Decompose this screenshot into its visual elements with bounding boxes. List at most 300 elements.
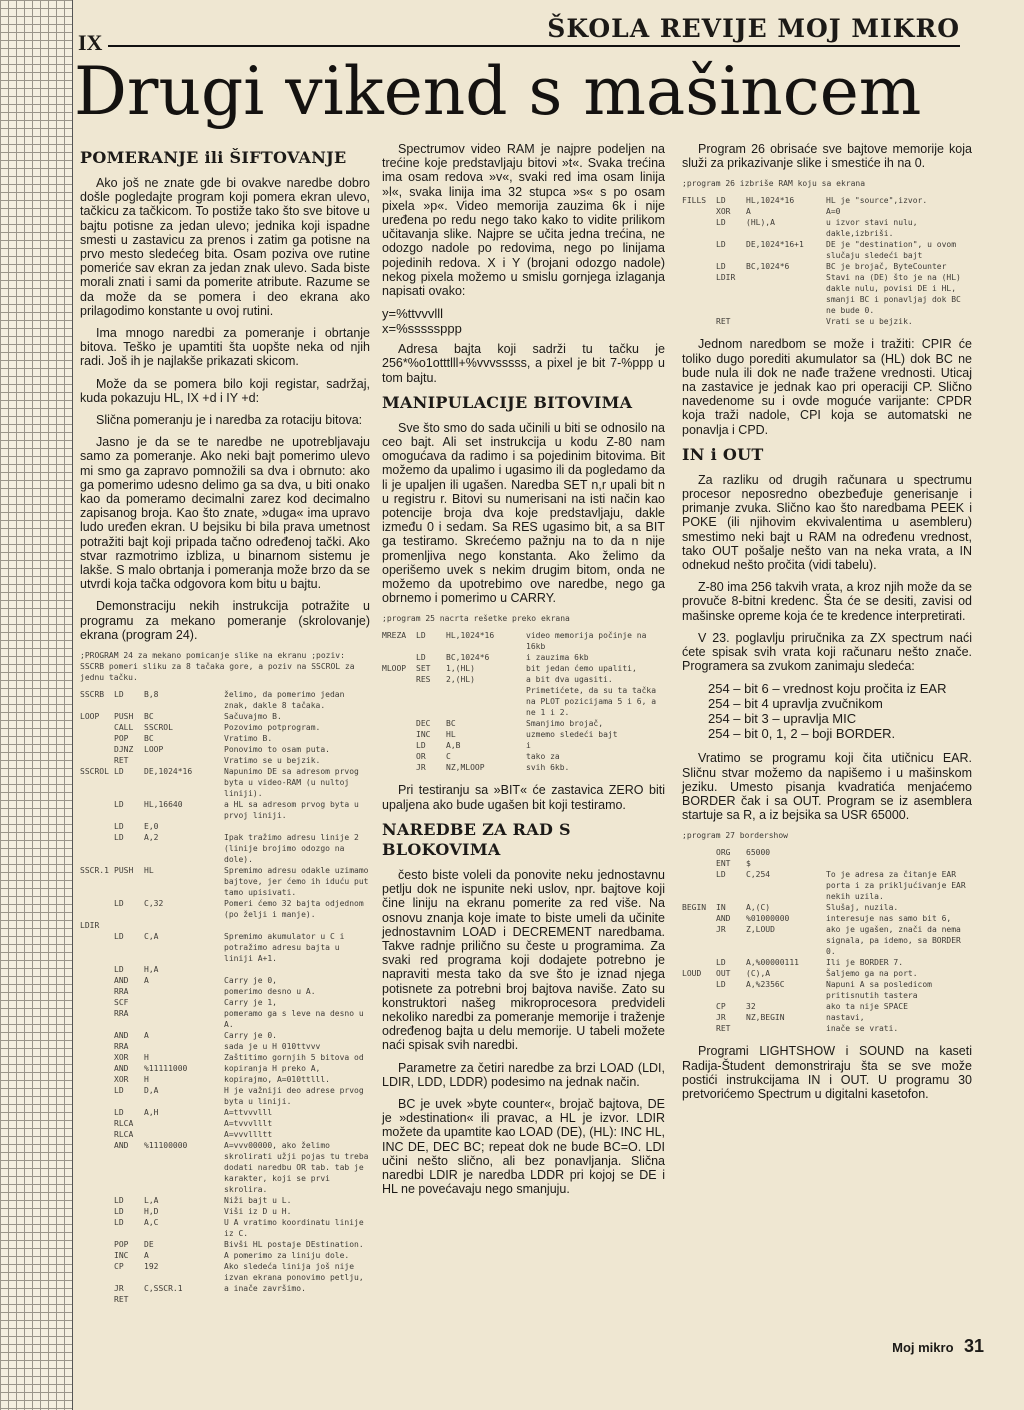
listing-opcode: LD [114, 1108, 124, 1118]
program-26-listing [682, 178, 972, 327]
listing-comment: bit jedan ćemo upaliti, [526, 664, 637, 674]
listing-row [80, 821, 370, 832]
listing-row [382, 740, 665, 751]
section-heading-manipulacije: MANIPULACIJE BITOVIMA [382, 392, 633, 412]
listing-opcode: LD [114, 1196, 124, 1206]
listing-label [682, 957, 716, 968]
listing-label [80, 1008, 114, 1030]
listing-label [80, 964, 114, 975]
article-headline: Drugi vikend s mašincem [74, 53, 922, 130]
listing-operand [144, 1129, 224, 1140]
listing-operand: A,2 [144, 833, 159, 843]
listing-opcode: LD [716, 262, 726, 272]
listing-opcode: RET [114, 1295, 129, 1305]
listing-label [80, 898, 114, 920]
listing-label [682, 1001, 716, 1012]
listing-row [80, 931, 370, 964]
listing-row [682, 902, 972, 913]
listing-label [682, 206, 716, 217]
listing-opcode: CP [716, 1002, 726, 1012]
listing-row [80, 1217, 370, 1239]
listing-comment: Šaljemo ga na port. [826, 969, 918, 979]
listing-comment: a bit dva ugasiti. Primetićete, da su ta tačka na PLOT pozicijama 5 i 6, a ne 1 i 2. [526, 675, 657, 718]
listing-opcode: LD [114, 965, 124, 975]
listing-opcode: AND [114, 1064, 129, 1074]
listing-label [80, 722, 114, 733]
listing-operand: 2,(HL) [446, 675, 475, 685]
listing-row [80, 1041, 370, 1052]
listing-comment: nastavi, [826, 1013, 865, 1023]
listing-operand: 32 [746, 1002, 756, 1012]
listing-operand: C,32 [144, 899, 164, 909]
listing-row [682, 316, 972, 327]
listing-opcode: JR [416, 763, 426, 773]
listing-label [682, 261, 716, 272]
listing-row [80, 1129, 370, 1140]
listing-row [382, 663, 665, 674]
section-heading-blokovi: NAREDBE ZA RAD S BLOKOVIMA [382, 819, 571, 859]
listing-row [80, 689, 370, 711]
listing-opcode: SET [416, 664, 431, 674]
listing-opcode: RET [716, 317, 731, 327]
listing-opcode: LD [114, 899, 124, 909]
header-rule [108, 45, 960, 47]
listing-comment [826, 847, 972, 858]
listing-opcode: JR [716, 925, 726, 935]
paragraph: Vratimo se programu koji čita utičnicu EAR. Sličnu stvar možemo da napišemo i u mašinskom jeziku. Umesto pisanja kvadratića menjaćemo BORDER čak i sa OUT. Program se iz asemblera startuje sa R, a iz bejsika sa USR 65000. [682, 751, 972, 823]
listing-operand: A,(C) [746, 903, 771, 913]
listing-operand: 65000 [746, 848, 771, 858]
listing-operand [144, 1041, 224, 1052]
listing-opcode: LD [716, 240, 726, 250]
listing-label [80, 1085, 114, 1107]
listing-opcode: AND [716, 914, 731, 924]
listing-operand: A [144, 976, 149, 986]
listing-opcode: LD [114, 1086, 124, 1096]
listing-label: SSCROL [80, 767, 109, 777]
paragraph: Z-80 ima 256 takvih vrata, a kroz njih može da se provuče 8-bitni kredenc. Šta će se desiti, zavisi od mašinske opreme koja će te kredence interpretirati. [682, 580, 972, 623]
listing-row [80, 1063, 370, 1074]
col3-after-ports [682, 751, 972, 822]
listing-operand: HL,1024*16 [446, 631, 495, 641]
listing-comment: Pozovimo potprogram. [224, 723, 321, 733]
listing-label [382, 729, 416, 740]
col2-intro [382, 142, 665, 298]
column-1 [80, 142, 370, 1315]
listing-opcode: RRA [114, 1042, 129, 1052]
listing-opcode: LD [716, 196, 726, 206]
listing-label: MREZA [382, 631, 407, 641]
listing-row [682, 195, 972, 206]
listing-row [80, 1261, 370, 1283]
listing-operand: C,SSCR.1 [144, 1284, 183, 1294]
listing-comment: ako je ugašen, znači da nema signala, pa idemo, sa BORDER 0. [826, 925, 961, 957]
formula-block [382, 306, 665, 336]
listing-operand: H,A [144, 965, 159, 975]
listing-operand: A,H [144, 1108, 159, 1118]
listing-comment: Bivši HL postaje DEstination. [224, 1240, 364, 1250]
listing-comment: Stavi na (DE) što je na (HL) dakle nulu, povisi DE i HL, smanji BC i ponavljaj dok BC ne bude 0. [826, 273, 961, 316]
listing-label [382, 762, 416, 773]
listing-comment: Ako sledeća linija još nije izvan ekrana ponovimo petlju, [224, 1262, 364, 1283]
listing-label [382, 718, 416, 729]
listing-row [80, 799, 370, 821]
listing-row [382, 729, 665, 740]
listing-row [80, 1239, 370, 1250]
listing-opcode: LD [416, 653, 426, 663]
listing-opcode: POP [114, 1240, 129, 1250]
listing-row [80, 975, 370, 986]
listing-row [682, 217, 972, 239]
listing-label [80, 1030, 114, 1041]
listing-operand: (C),A [746, 969, 771, 979]
listing-title: ;program 27 bordershow [682, 831, 788, 841]
listing-comment: A=0 [826, 207, 841, 217]
listing-opcode: ENT [716, 859, 731, 869]
listing-label [80, 1140, 114, 1195]
listing-row [80, 1140, 370, 1195]
listing-opcode: CP [114, 1262, 124, 1272]
listing-opcode: LD [114, 767, 124, 777]
listing-label [80, 799, 114, 821]
listing-row [80, 1008, 370, 1030]
column-3 [682, 142, 972, 1109]
listing-operand: BC [144, 712, 154, 722]
listing-comment: Carry je 1, [224, 998, 277, 1008]
listing-operand: A,%00000111 [746, 958, 799, 968]
listing-label [80, 1217, 114, 1239]
listing-opcode: PUSH [114, 712, 134, 722]
listing-comment: A pomerimo za liniju dole. [224, 1251, 350, 1261]
listing-opcode: LD [114, 1207, 124, 1217]
paragraph: Jasno je da se te naredbe ne upotrebljavaju samo za pomeranje. Ako neki bajt pomerimo ulevo mi smo ga zapravo pomnožili sa dva i obrnuto: ako ga pomerimo udesno delimo ga sa dva, u biti onako kao da pomeramo decimalni zarez kod decimalno zapisanog broja. Kao što znate, »duga« ima upravo ludo uređen ekran. U bejsiku bi bila prava umetnost potražiti bajt koji pripada tačno određenoj tački. Ako stvar razmotrimo izbliza, u binarnom sistemu je lakše. S malo obrtanja i pomeranja može brzo da se utvrdi koja tačka odgovora kom bitu u bajtu. [80, 435, 370, 592]
listing-operand: A [746, 207, 751, 217]
listing-operand: HL [446, 730, 456, 740]
listing-opcode: POP [114, 734, 129, 744]
listing-comment: Spremimo adresu odakle uzimamo bajtove, jer ćemo ih iduću put tamo upisivati. [224, 866, 369, 898]
listing-label [80, 1283, 114, 1294]
listing-row [80, 1107, 370, 1118]
listing-comment: Napuni A sa posledicom pritisnutih tastera [826, 980, 932, 1001]
listing-label [80, 986, 114, 997]
listing-row [382, 718, 665, 729]
listing-operand: L,A [144, 1196, 159, 1206]
listing-label: FILLS [682, 196, 707, 206]
col2-bits-text [382, 421, 665, 606]
listing-label [80, 1074, 114, 1085]
listing-operand [144, 1294, 224, 1305]
listing-row [682, 1001, 972, 1012]
col3-intro [682, 142, 972, 170]
magazine-name: Moj mikro [892, 1340, 954, 1355]
listing-label [682, 272, 716, 316]
listing-opcode: PUSH [114, 866, 134, 876]
paragraph: Parametre za četiri naredbe za brzi LOAD (LDI, LDIR, LDD, LDDR) podesimo na jednak način. [382, 1060, 665, 1089]
listing-label [80, 1206, 114, 1217]
listing-opcode: LD [114, 932, 124, 942]
paragraph: Ako još ne znate gde bi ovakve naredbe dobro došle pogledajte program koji pomera ekran ulevo, tačkicu za tačkicom. To postiže tako što sve bitove u bajtu potisne za jedan ulevo; jednika koji ispadne smesti u zastavicu za prenos i zatim ga potisne na prvo mesto sledećeg bita. Osam poziva ove rutine pomeriće sav ekran za jedan znak ulevo. Sada biste morali znati i sami da pomerite atribute. Razume se da može da se pomera i deo ekrana ako prilagodimo konstante u ovoj rutini. [80, 176, 370, 318]
program-27-listing [682, 830, 972, 1034]
listing-opcode: LDIR [716, 273, 736, 283]
listing-opcode: LD [716, 980, 726, 990]
listing-title: ;PROGRAM 24 za mekano pomicanje slike na ekranu ;poziv: SSCRB pomeri sliku za 8 tačaka gore, a poziv na SSCROL za jednu tačku. [80, 651, 355, 683]
listing-row [682, 206, 972, 217]
listing-comment: Slušaj, nuzila. [826, 903, 899, 913]
listing-row [80, 964, 370, 975]
listing-label [80, 1239, 114, 1250]
listing-comment: u izvor stavi nulu, dakle,izbriši. [826, 218, 918, 239]
listing-operand [746, 316, 826, 327]
listing-opcode: LD [416, 631, 426, 641]
paragraph: BC je uvek »byte counter«, brojač bajtova, DE je »destination« ili pravac, a HL je izvor. LDIR možete da upamtite kao LOAD (DE), (HL): INC HL, INC DE, DEC BC; repeat dok ne bude BC=O. LDI učini nešto slično, ali bez ponavljanja. Slična naredbi LDIR je naredba LDDR pri kojoj se DE i HL ne povećavaju nego smanjuju. [382, 1096, 665, 1197]
listing-opcode: LD [114, 800, 124, 810]
listing-opcode: OR [416, 752, 426, 762]
listing-comment: kopiranja H preko A, [224, 1064, 321, 1074]
listing-row [382, 652, 665, 663]
listing-operand [144, 1118, 224, 1129]
listing-label [80, 1063, 114, 1074]
listing-operand: H [144, 1053, 149, 1063]
listing-row [80, 1118, 370, 1129]
listing-opcode: JR [114, 1284, 124, 1294]
col3-inout-text [682, 473, 972, 674]
listing-row [382, 751, 665, 762]
section-heading-in-out: IN i OUT [682, 444, 764, 464]
listing-row [382, 762, 665, 773]
port-list [708, 681, 972, 741]
listing-comment: Spremimo akumulator u C i potražimo adresu bajta u liniji A+1. [224, 932, 345, 964]
listing-label: LOUD [682, 969, 702, 979]
listing-comment: HL je "source",izvor. [826, 196, 928, 206]
listing-row [382, 630, 665, 652]
port-item: 254 – bit 3 – upravlja MIC [708, 711, 857, 727]
listing-opcode: CALL [114, 723, 134, 733]
listing-comment: A=vvvllltt [224, 1130, 273, 1140]
listing-operand: DE,1024*16+1 [746, 240, 804, 250]
listing-row [80, 898, 370, 920]
listing-label [382, 674, 416, 718]
listing-label [80, 1107, 114, 1118]
listing-opcode: XOR [114, 1075, 129, 1085]
listing-operand: H [144, 1075, 149, 1085]
listing-opcode: LD [114, 833, 124, 843]
listing-comment [224, 964, 370, 975]
listing-operand [144, 986, 224, 997]
listing-operand: BC,1024*6 [746, 262, 790, 272]
listing-operand: A,B [446, 741, 461, 751]
listing-opcode: AND [114, 976, 129, 986]
paragraph: Demonstraciju nekih instrukcija potražite u programu za mekano pomeranje (skrolovanje) ekrana (program 24). [80, 599, 370, 642]
listing-opcode: LD [716, 870, 726, 880]
listing-operand: A [144, 1251, 149, 1261]
listing-comment: uzmemo sledeći bajt [526, 730, 618, 740]
listing-operand [746, 272, 826, 316]
program-24-listing [80, 650, 370, 1305]
listing-row [80, 766, 370, 799]
listing-opcode [114, 920, 144, 931]
listing-comment: To je adresa za čitanje EAR porta i za prikljućivanje EAR nekih uzila. [826, 870, 966, 902]
listing-comment: Vrati se u bejzik. [826, 317, 913, 327]
listing-row [682, 239, 972, 261]
listing-opcode: RRA [114, 987, 129, 997]
listing-operand: H,D [144, 1207, 159, 1217]
listing-comment: Vratimo B. [224, 734, 273, 744]
listing-label: LOOP [80, 712, 100, 722]
column-2 [382, 142, 665, 1204]
paragraph: Slična pomeranju je i naredba za rotaciju bitova: [96, 413, 363, 428]
listing-comment: interesuje nas samo bit 6, [826, 914, 952, 924]
series-title: ŠKOLA REVIJE MOJ MIKRO [541, 14, 960, 43]
listing-opcode: XOR [716, 207, 731, 217]
listing-operand: E,0 [144, 822, 159, 832]
listing-opcode: RES [416, 675, 431, 685]
listing-opcode: LD [114, 690, 124, 700]
listing-label [682, 979, 716, 1001]
listing-comment: pomeramo ga s leve na desno u A. [224, 1009, 364, 1030]
listing-operand: D,A [144, 1086, 159, 1096]
listing-row [80, 733, 370, 744]
listing-opcode: RRA [114, 1009, 129, 1019]
listing-row [80, 1030, 370, 1041]
listing-label [682, 847, 716, 858]
listing-row [682, 979, 972, 1001]
col3-cpir-text [682, 337, 972, 436]
listing-comment: Carry je 0. [224, 1031, 277, 1041]
listing-opcode: JR [716, 1013, 726, 1023]
listing-row [682, 1012, 972, 1023]
listing-label [80, 931, 114, 964]
listing-operand: $ [746, 859, 751, 869]
listing-comment: Ponovimo to osam puta. [224, 745, 330, 755]
listing-comment: video memorija počinje na 16kb [526, 631, 647, 652]
listing-row [80, 1074, 370, 1085]
listing-comment: želimo, da pomerimo jedan znak, dakle 8 tačaka. [224, 690, 345, 711]
listing-opcode: AND [114, 1141, 129, 1151]
program-25-listing [382, 613, 665, 773]
listing-comment: pomerimo desno u A. [224, 987, 316, 997]
listing-operand: DE,1024*16 [144, 767, 193, 777]
listing-opcode: INC [416, 730, 431, 740]
listing-row [382, 674, 665, 718]
listing-operand [746, 1023, 826, 1034]
listing-operand: B,8 [144, 690, 159, 700]
listing-opcode: OUT [716, 969, 731, 979]
listing-comment [224, 1294, 370, 1305]
listing-row [682, 1023, 972, 1034]
listing-title: ;program 25 nacrta rešetke preko ekrana [382, 614, 570, 624]
listing-comment: Ili je BORDER 7. [826, 958, 904, 968]
paragraph: Može da se pomera bilo koji registar, sadržaj, kuda pokazuju HL, IX +d i IY +d: [80, 376, 370, 405]
listing-opcode: IN [716, 903, 726, 913]
listing-operand: 192 [144, 1262, 159, 1272]
listing-row [80, 1206, 370, 1217]
listing-label [80, 832, 114, 865]
listing-row [682, 913, 972, 924]
listing-row [80, 755, 370, 766]
listing-label [682, 924, 716, 957]
listing-row [80, 1052, 370, 1063]
listing-opcode: RLCA [114, 1119, 134, 1129]
listing-operand: 1,(HL) [446, 664, 475, 674]
listing-operand: %01000000 [746, 914, 790, 924]
listing-opcode: XOR [114, 1053, 129, 1063]
listing-label: MLOOP [382, 664, 407, 674]
listing-comment: tako za [526, 752, 560, 762]
listing-operand: Z,LOUD [746, 925, 775, 935]
listing-operand: BC,1024*6 [446, 653, 490, 663]
page-number: 31 [963, 1336, 984, 1356]
listing-comment: Viši iz D u H. [224, 1207, 292, 1217]
listing-comment: i zauzima 6kb [526, 653, 589, 663]
listing-label [80, 755, 114, 766]
listing-row [682, 272, 972, 316]
listing-label: LDIR [80, 921, 100, 931]
listing-label [80, 1195, 114, 1206]
listing-comment: H je važniji deo adrese prvog byta u liniji. [224, 1086, 364, 1107]
listing-row [80, 865, 370, 898]
magazine-page [72, 0, 1024, 1410]
listing-comment: i [526, 741, 531, 751]
listing-operand: DE [144, 1240, 154, 1250]
listing-label: BEGIN [682, 903, 707, 913]
listing-row [682, 858, 972, 869]
listing-comment: Smanjimo brojač, [526, 719, 604, 729]
listing-comment [224, 920, 370, 931]
paragraph: Sve što smo do sada učinili u biti se odnosilo na ceo bajt. Ali set instrukcija u kodu Z-80 nam omogućava da radimo i sa pojedinim bitovima. Bit možemo da upalimo i ugasimo ili da pogledamo da li je upaljen ili ugašen. Naredba SET n,r upali bit n u registru r. Bitovi su numerisani na isti način kao potencije broja dva koje predstavljaju, dakle između 0 i sedam. Sa RES ugasimo bit, a sa BIT ga testiramo. Skrećemo pažnju na to da n nije promenljiva nego konstanta. Ako želimo da operišemo uvek s nekim drugim bitom, onda ne možemo da upotrebimo ove naredbe, nego ga obrnemo i pomerimo u CARRY. [382, 420, 665, 606]
formula-y: y=%ttvvvlll [382, 306, 444, 322]
listing-label [682, 239, 716, 261]
listing-label [80, 975, 114, 986]
listing-operand: A [144, 1031, 149, 1041]
listing-label [80, 744, 114, 755]
listing-operand [144, 755, 224, 766]
listing-row [80, 1283, 370, 1294]
listing-opcode: AND [114, 1031, 129, 1041]
paragraph: V 23. poglavlju priručnika za ZX spectrum naći ćete spisak svih vrata koji računaru nešto znače. Programera sa zvukom zanimaju sledeća: [682, 630, 972, 674]
series-number: IX [78, 30, 103, 55]
listing-label [80, 1052, 114, 1063]
listing-label [80, 1041, 114, 1052]
listing-comment [826, 858, 972, 869]
col2-block-text [382, 868, 665, 1196]
paragraph: često biste voleli da ponovite neku jednostavnu petlju dok ne ispunite neki uslov, npr. bajtove koji čine liniju na ekranu pomerite za red više. Na osnovu znanja koje imate to biste umeli da učinite jednostavnim LOAD i DECREMENT naredbama. Takve radnje prilično su česte u programima. Za svaki red programa koji dodajete potrebno je napraviti mesta tako da sve što je iznad njega potisnete za potrebni broj bajtova naviše. Zato su konstruktori našeg mikroprocesora predvideli nekoliko naredbi za pomeranje memorije i traženje određenog bajta u delu memorije. U tabeli možete naći spisak svih naredbi. [382, 867, 665, 1053]
paragraph: Ima mnogo naredbi za pomeranje i obrtanje bitova. Teško je upamtiti šta uopšte neka od njih radi. Još ih je najlakše prikazati skicom. [80, 326, 370, 369]
listing-comment: DE je "destination", u ovom slučaju sledeći bajt [826, 240, 957, 261]
listing-comment: Niži bajt u L. [224, 1196, 292, 1206]
listing-row [80, 711, 370, 722]
listing-title: ;program 26 izbriše RAM koju sa ekrana [682, 179, 866, 189]
port-item: 254 – bit 4 upravlja zvučnikom [708, 696, 883, 712]
listing-opcode: RET [716, 1024, 731, 1034]
listing-operand: A,%2356C [746, 980, 785, 990]
listing-operand: HL,16640 [144, 800, 183, 810]
listing-operand: HL [144, 866, 154, 876]
listing-comment: ako ta nije SPACE [826, 1002, 908, 1012]
listing-comment: A=vvv00000, ako želimo skrolirati užji pojas tu treba dodati naredbu OR tab. tab je karakter, koji se prvi skrolira. [224, 1141, 369, 1195]
listing-opcode: LD [416, 741, 426, 751]
listing-row [80, 986, 370, 997]
listing-operand: C [446, 752, 451, 762]
listing-opcode: LD [716, 958, 726, 968]
paragraph: Programi LIGHTSHOW i SOUND na kaseti Radija-Študent demonstriraju šta se sve može postići instrukcijama IN i OUT. U programu 30 pretvorićemo Spectrum u digitalni kasetofon. [682, 1044, 972, 1102]
listing-row [80, 1195, 370, 1206]
listing-row [80, 997, 370, 1008]
listing-comment: svih 6kb. [526, 763, 570, 773]
listing-comment: inače se vrati. [826, 1024, 899, 1034]
formula-x: x=%sssssppp [382, 321, 462, 337]
listing-operand: A,C [144, 1218, 159, 1228]
listing-operand: SSCROL [144, 723, 173, 733]
